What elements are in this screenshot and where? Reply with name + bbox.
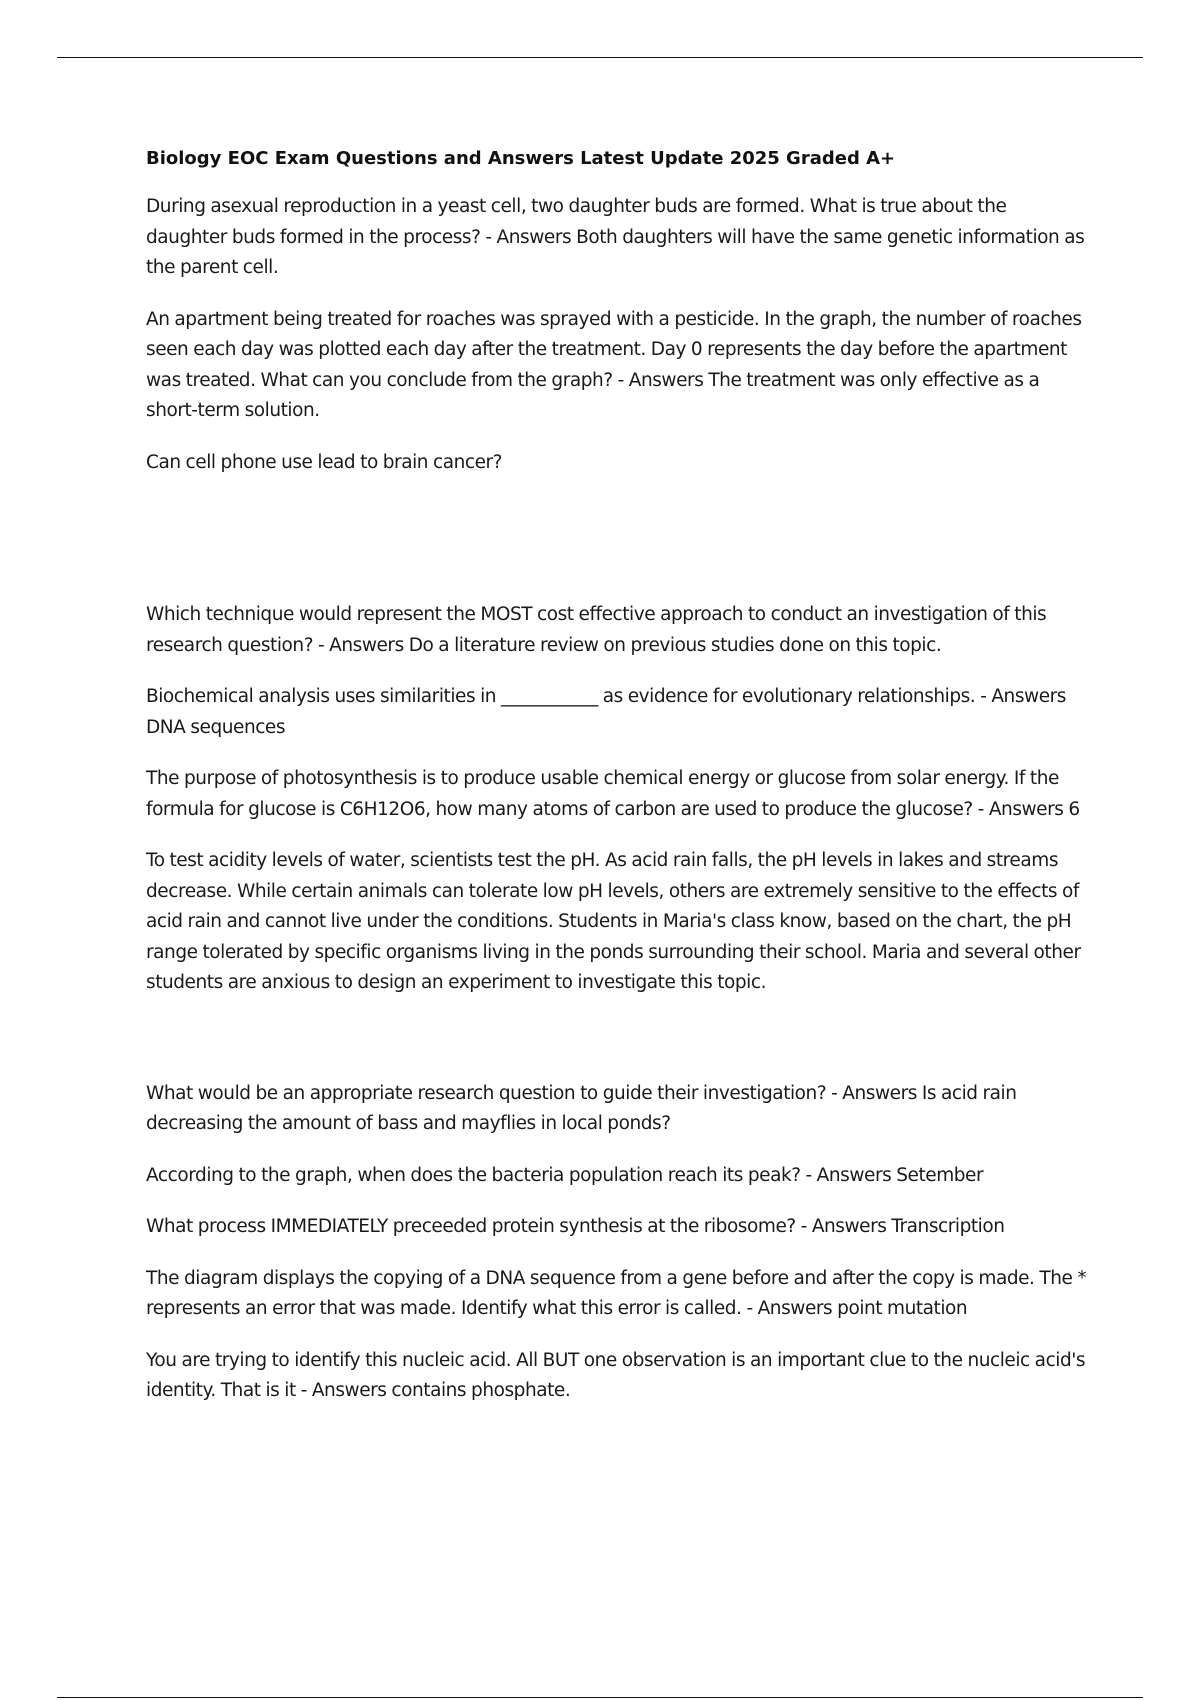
question-yeast-buds: During asexual reproduction in a yeast cell, two daughter buds are formed. What is true about the daughter buds formed in the process? - Answers Both daughters will have the same genetic information as the parent cell.: [146, 196, 1085, 278]
question-cost-effective-technique: Which technique would represent the MOST cost effective approach to conduct an investigation of this research question? - Answers Do a literature review on previous studies done on this topic.: [146, 604, 1047, 656]
question-cell-phone-cancer: Can cell phone use lead to brain cancer?: [146, 451, 503, 473]
question-nucleic-acid: You are trying to identify this nucleic acid. All BUT one observation is an important clue to the nucleic acid's identity. That is it - Answers contains phosphate.: [146, 1349, 1086, 1401]
question-roach-pesticide: An apartment being treated for roaches was sprayed with a pesticide. In the graph, the number of roaches seen each day was plotted each day after the treatment. Day 0 represents the day before the apartment was treated. What can you conclude from the graph? - Answers The treatment was only effective as a short-term solution.: [146, 308, 1082, 421]
question-research-question: What would be an appropriate research question to guide their investigation? - Answers Is acid rain decreasing the amount of bass and mayflies in local ponds?: [146, 1082, 1017, 1134]
top-divider: [57, 57, 1143, 58]
document-title: Biology EOC Exam Questions and Answers Latest Update 2025 Graded A+: [146, 148, 896, 169]
question-photosynthesis-carbon: The purpose of photosynthesis is to produce usable chemical energy or glucose from solar energy. If the formula for glucose is C6H12O6, how many atoms of carbon are used to produce the glucose? - Answers 6: [146, 768, 1080, 820]
passage-acid-rain: To test acidity levels of water, scientists test the pH. As acid rain falls, the pH levels in lakes and streams decrease. While certain animals can tolerate low pH levels, others are extremely sensitive to the effects of acid rain and cannot live under the conditions. Students in Maria's class know, based on the chart, the pH range tolerated by specific organisms living in the ponds surrounding their school. Maria and several other students are anxious to design an experiment to investigate this topic.: [146, 850, 1081, 993]
question-protein-synthesis: What process IMMEDIATELY preceeded protein synthesis at the ribosome? - Answers Transcription: [146, 1216, 1005, 1237]
bottom-divider: [57, 1697, 1143, 1698]
question-bacteria-peak: According to the graph, when does the bacteria population reach its peak? - Answers Setember: [146, 1164, 984, 1186]
question-biochemical-analysis: Biochemical analysis uses similarities in ___________ as evidence for evolutionary relationships. - Answers DNA sequences: [146, 686, 1066, 738]
document-body: [146, 144, 1090, 1428]
question-dna-error: The diagram displays the copying of a DNA sequence from a gene before and after the copy is made. The * represents an error that was made. Identify what this error is called. - Answers point mutation: [146, 1267, 1087, 1319]
